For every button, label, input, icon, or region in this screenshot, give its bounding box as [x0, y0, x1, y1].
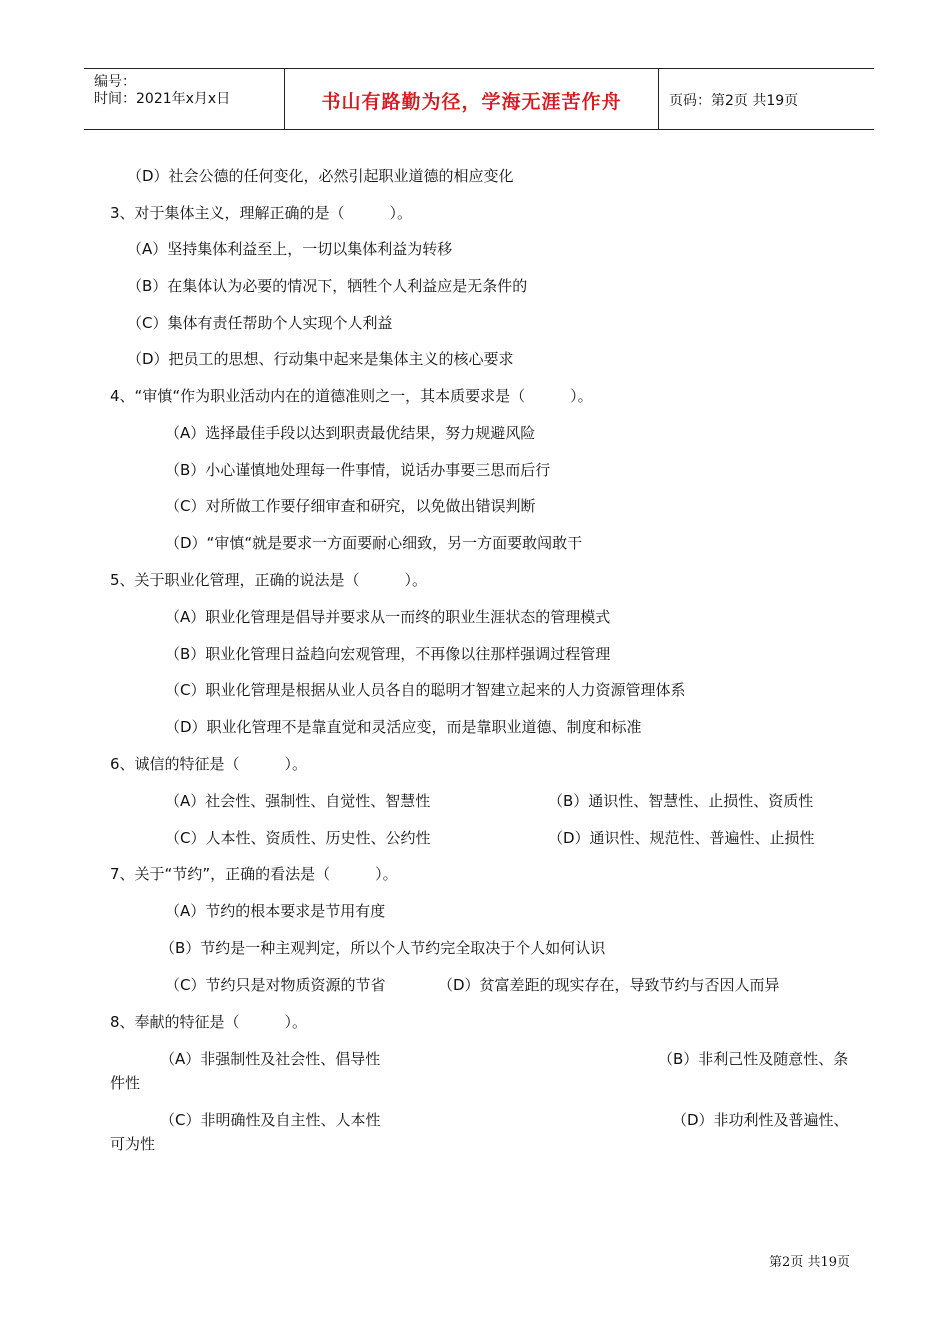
page-number-text: 页码：第2页 共19页 — [669, 93, 799, 109]
q3-option-d: （D）把员工的思想、行动集中起来是集体主义的核心要求 — [127, 350, 514, 368]
q4-option-b: （B）小心谨慎地处理每一件事情，说话办事要三思而后行 — [165, 461, 551, 479]
q6-option-c: （C）人本性、资质性、历史性、公约性 — [165, 829, 431, 847]
q7-option-c: （C）节约只是对物质资源的节省 — [165, 976, 386, 994]
q3-option-b: （B）在集体认为必要的情况下，牺牲个人利益应是无条件的 — [127, 277, 528, 295]
q8-option-d: （D）非功利性及普遍性、 — [672, 1111, 849, 1129]
q6-option-a: （A）社会性、强制性、自觉性、智慧性 — [165, 792, 431, 810]
q4-option-d: （D）“审慎“就是要求一方面要耐心细致，另一方面要敢闯敢干 — [165, 534, 583, 552]
q3-stem: 3、对于集体主义，理解正确的是（ ）。 — [110, 204, 413, 222]
page-footer: 第2页 共19页 — [769, 1255, 850, 1270]
q8-option-b: （B）非利己性及随意性、条 — [658, 1050, 849, 1068]
q3-option-a: （A）坚持集体利益至上，一切以集体利益为转移 — [127, 240, 453, 258]
q8-option-b-continued: 件性 — [110, 1074, 141, 1092]
q6-option-d: （D）通识性、规范性、普遍性、止损性 — [548, 829, 815, 847]
q8-option-a: （A）非强制性及社会性、倡导性 — [160, 1050, 381, 1068]
header-middle-cell — [285, 69, 659, 129]
q7-stem: 7、关于“节约”，正确的看法是（ ）。 — [110, 865, 398, 883]
q5-stem: 5、关于职业化管理，正确的说法是（ ）。 — [110, 571, 428, 589]
q7-option-d: （D）贫富差距的现实存在，导致节约与否因人而异 — [438, 976, 780, 994]
serial-label: 编号： — [94, 74, 136, 90]
page-header — [84, 68, 874, 130]
date-text: 时间：2021年x月x日 — [94, 91, 231, 107]
q5-option-a: （A）职业化管理是倡导并要求从一而终的职业生涯状态的管理模式 — [165, 608, 611, 626]
q6-option-b: （B）通识性、智慧性、止损性、资质性 — [548, 792, 814, 810]
motto-text: 书山有路勤为径，学海无涯苦作舟 — [321, 91, 622, 113]
header-right-cell — [659, 69, 874, 129]
q4-stem: 4、“审慎“作为职业活动内在的道德准则之一，其本质要求是（ ）。 — [110, 387, 593, 405]
q8-option-d-continued: 可为性 — [110, 1135, 156, 1153]
q7-option-b: （B）节约是一种主观判定，所以个人节约完全取决于个人如何认识 — [160, 939, 606, 957]
q2-option-d: （D）社会公德的任何变化，必然引起职业道德的相应变化 — [127, 167, 514, 185]
q6-stem: 6、诚信的特征是（ ）。 — [110, 755, 308, 773]
q4-option-c: （C）对所做工作要仔细审查和研究，以免做出错误判断 — [165, 497, 536, 515]
q5-option-c: （C）职业化管理是根据从业人员各自的聪明才智建立起来的人力资源管理体系 — [165, 681, 686, 699]
q8-stem: 8、奉献的特征是（ ）。 — [110, 1013, 308, 1031]
q8-option-c: （C）非明确性及自主性、人本性 — [160, 1111, 381, 1129]
q5-option-b: （B）职业化管理日益趋向宏观管理，不再像以往那样强调过程管理 — [165, 645, 611, 663]
q5-option-d: （D）职业化管理不是靠直觉和灵活应变，而是靠职业道德、制度和标准 — [165, 718, 642, 736]
header-left-cell — [84, 69, 285, 129]
q4-option-a: （A）选择最佳手段以达到职责最优结果，努力规避风险 — [165, 424, 536, 442]
q7-option-a: （A）节约的根本要求是节用有度 — [165, 902, 386, 920]
q3-option-c: （C）集体有责任帮助个人实现个人利益 — [127, 314, 393, 332]
